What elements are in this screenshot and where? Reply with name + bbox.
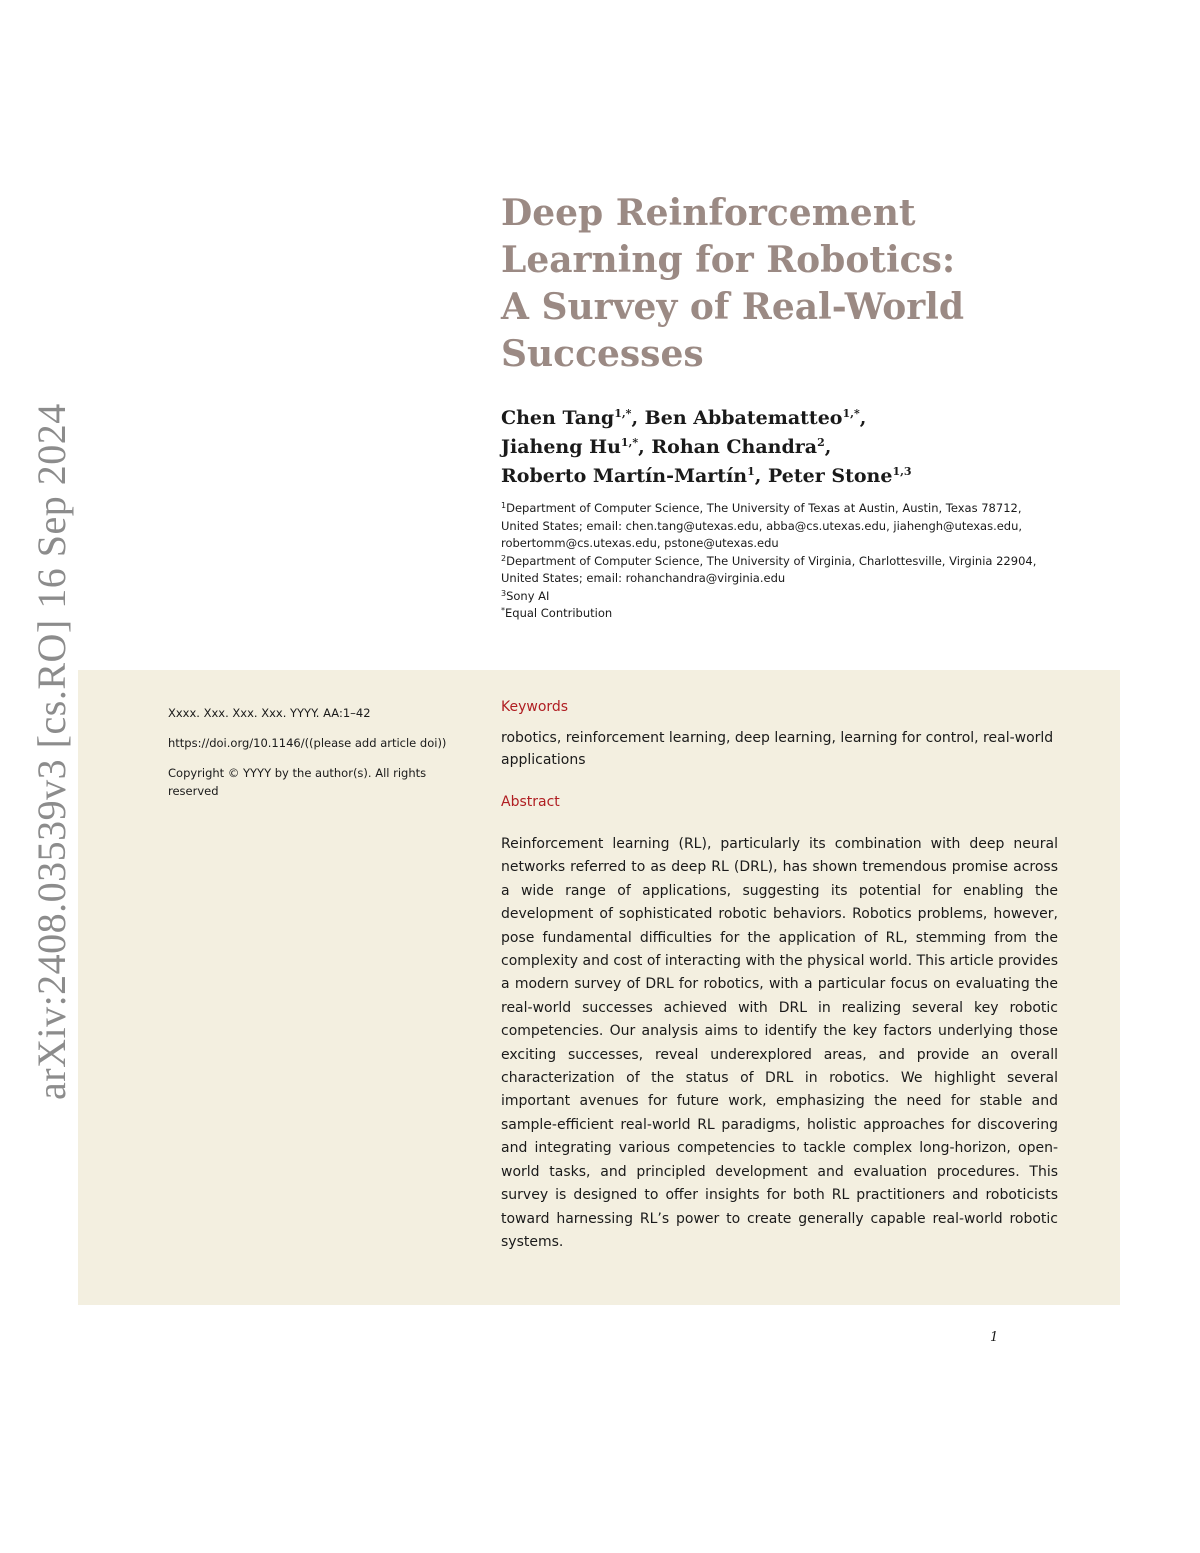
abstract-text: Reinforcement learning (RL), particularly its combination with deep neural networks referred to as deep RL (DRL), has shown tremendous promise across a wide range of applications, suggesting its potential for enabling the development of sophisticated robotic behaviors. Robotics problems, however, pose fundamental difficulties for the application of RL, stemming from the complexity and cost of interacting with the physical world. This article provides a modern survey of DRL for robotics, with a particular focus on evaluating the real-world successes achieved with DRL in realizing several key robotic competencies. Our analysis aims to identify the key factors underlying those exciting successes, reveal underexplored areas, and provide an overall characterization of the status of DRL in robotics. We highlight several important avenues for future work, emphasizing the need for stable and sample-efficient real-world RL paradigms, holistic approaches for discovering and integrating various competencies to tackle complex long-horizon, open-world tasks, and principled development and evaluation procedures. This survey is designed to offer insights for both RL practitioners and roboticists toward harnessing RL’s power to create generally capable real-world robotic systems.: [501, 836, 1058, 1250]
affiliation-text: Sony AI: [506, 588, 550, 603]
author-affiliation-mark: 2: [817, 436, 825, 449]
keywords-abstract-column: [501, 696, 1058, 1254]
affiliation-item: [501, 588, 1046, 606]
author-list: [501, 404, 1061, 491]
author-separator: ,: [824, 436, 832, 458]
affiliation-mark: 2: [501, 553, 507, 563]
title-line: Learning for Robotics:: [501, 239, 956, 281]
abstract-heading: Abstract: [501, 794, 560, 810]
title-line: Deep Reinforcement: [501, 192, 916, 234]
paper-title: [501, 190, 1061, 378]
title-line: A Survey of Real-World: [501, 286, 965, 328]
author-line: [501, 433, 1061, 462]
journal-citation: Xxxx. Xxx. Xxx. Xxx. YYYY. AA:1–42: [168, 706, 371, 720]
author-separator: ,: [638, 436, 652, 458]
author-affiliation-mark: 1: [747, 465, 755, 478]
author-line: [501, 404, 1061, 433]
doi-link[interactable]: https://doi.org/10.1146/((please add article doi)): [168, 736, 447, 750]
affiliation-mark: 3: [501, 588, 507, 598]
affiliation-text: Equal Contribution: [505, 606, 613, 620]
affiliations: [501, 500, 1046, 623]
publication-info: [168, 704, 458, 812]
author-name: Chen Tang: [501, 407, 615, 429]
author-affiliation-mark: 1,*: [842, 407, 860, 420]
author-affiliation-mark: 1,*: [614, 407, 632, 420]
affiliation-mark: 1: [501, 501, 507, 510]
author-separator: ,: [754, 465, 769, 487]
copyright-notice: Copyright © YYYY by the author(s). All rights reserved: [168, 766, 427, 798]
author-name: Jiaheng Hu: [501, 436, 621, 458]
keywords-heading: Keywords: [501, 699, 569, 715]
title-line: Successes: [501, 333, 704, 375]
author-separator: ,: [631, 407, 645, 429]
author-affiliation-mark: 1,3: [892, 465, 912, 478]
author-name: Roberto Martín-Martín: [501, 465, 748, 487]
affiliation-text: Department of Computer Science, The University of Virginia, Charlottesville, Virginia 22904, United States; email: rohanchandra@virginia.edu: [501, 553, 1037, 585]
author-affiliation-mark: 1,*: [620, 436, 639, 449]
affiliation-item: [501, 553, 1046, 588]
affiliation-mark: *: [501, 606, 505, 615]
affiliation-text: Department of Computer Science, The University of Texas at Austin, Austin, Texas 78712, United States; email: chen.tang@utexas.edu, abba@cs.utexas.edu, jiahengh@utexas.edu, robertomm@cs.utexas.edu, pstone@utexas.edu: [501, 501, 1023, 550]
keywords-text: robotics, reinforcement learning, deep learning, learning for control, real-world applications: [501, 730, 1054, 768]
affiliation-item: [501, 605, 1046, 623]
page-number: 1: [990, 1330, 999, 1345]
author-line: [501, 462, 1061, 491]
affiliation-item: [501, 500, 1046, 553]
author-name: Ben Abbatematteo: [644, 407, 843, 429]
author-name: Peter Stone: [768, 465, 893, 487]
author-name: Rohan Chandra: [651, 436, 818, 458]
author-separator: ,: [859, 407, 867, 429]
arxiv-identifier-stamp: arXiv:2408.03539v3 [cs.RO] 16 Sep 2024: [29, 403, 74, 1100]
